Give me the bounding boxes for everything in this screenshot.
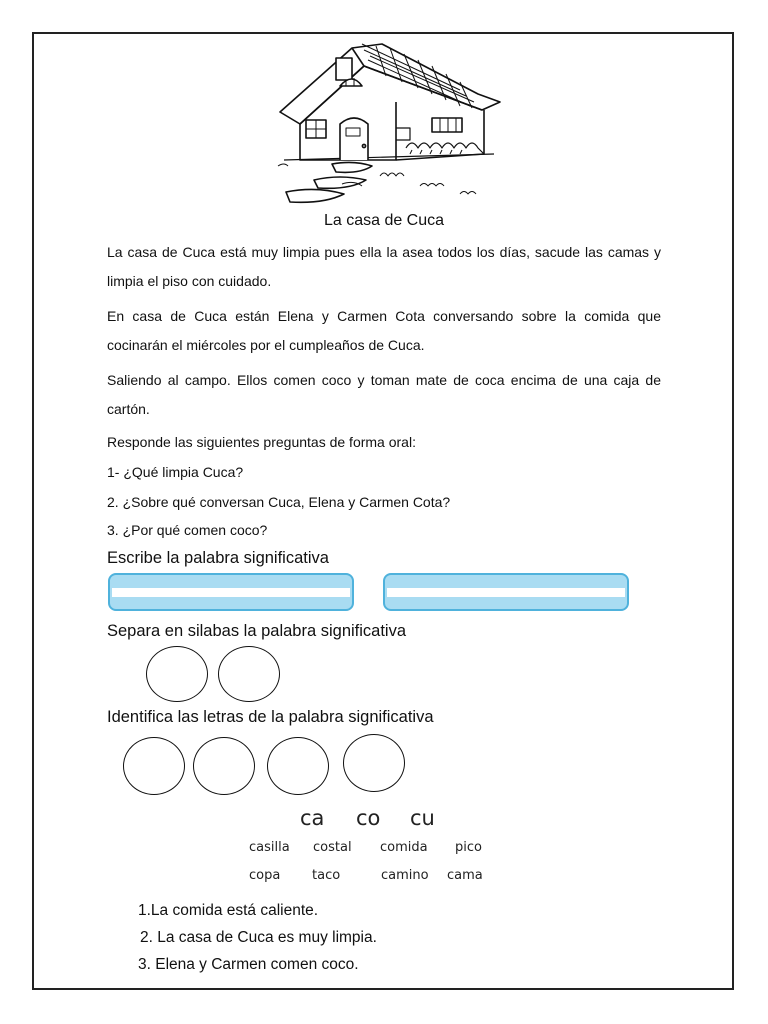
letter-circle-2[interactable] (193, 737, 255, 795)
identify-heading: Identifica las letras de la palabra significativa (107, 708, 434, 726)
answer-box-2[interactable] (383, 573, 629, 611)
syllable-cu: cu (410, 806, 435, 830)
questions-intro: Responde las siguientes preguntas de forma oral: (107, 434, 416, 450)
question-2: 2. ¿Sobre qué conversan Cuca, Elena y Carmen Cota? (107, 494, 451, 510)
sentence-1: 1.La comida está caliente. (138, 902, 319, 919)
syllable-circle-1[interactable] (146, 646, 208, 702)
sentence-2: 2. La casa de Cuca es muy limpia. (140, 929, 377, 946)
syllable-circle-2[interactable] (218, 646, 280, 702)
letter-circle-4[interactable] (343, 734, 405, 792)
word-taco: taco (312, 868, 341, 883)
question-1: 1- ¿Qué limpia Cuca? (107, 464, 244, 480)
paragraph-1: La casa de Cuca está muy limpia pues ella la asea todos los días, sacude las camas y limpia el piso con cuidado. (107, 244, 661, 289)
syllable-co: co (356, 806, 381, 830)
word-comida: comida (380, 840, 428, 855)
word-camino: camino (381, 868, 429, 883)
separate-heading: Separa en silabas la palabra significativa (107, 622, 407, 640)
word-costal: costal (313, 840, 352, 855)
word-pico: pico (455, 840, 482, 855)
paragraph-3: Saliendo al campo. Ellos comen coco y toman mate de coca encima de una caja de cartón. (107, 372, 661, 417)
letter-circle-1[interactable] (123, 737, 185, 795)
write-heading: Escribe la palabra significativa (107, 549, 329, 567)
word-casilla: casilla (249, 840, 290, 855)
syllable-ca: ca (300, 806, 325, 830)
letter-circle-3[interactable] (267, 737, 329, 795)
question-3: 3. ¿Por qué comen coco? (107, 522, 268, 538)
word-cama: cama (447, 868, 483, 883)
sentence-3: 3. Elena y Carmen comen coco. (138, 956, 359, 973)
answer-box-1[interactable] (108, 573, 354, 611)
word-copa: copa (249, 868, 281, 883)
paragraph-2: En casa de Cuca están Elena y Carmen Cota conversando sobre la comida que cocinarán el miércoles por el cumpleaños de Cuca. (107, 308, 661, 353)
story-title: La casa de Cuca (323, 212, 445, 229)
house-illustration (270, 36, 502, 204)
